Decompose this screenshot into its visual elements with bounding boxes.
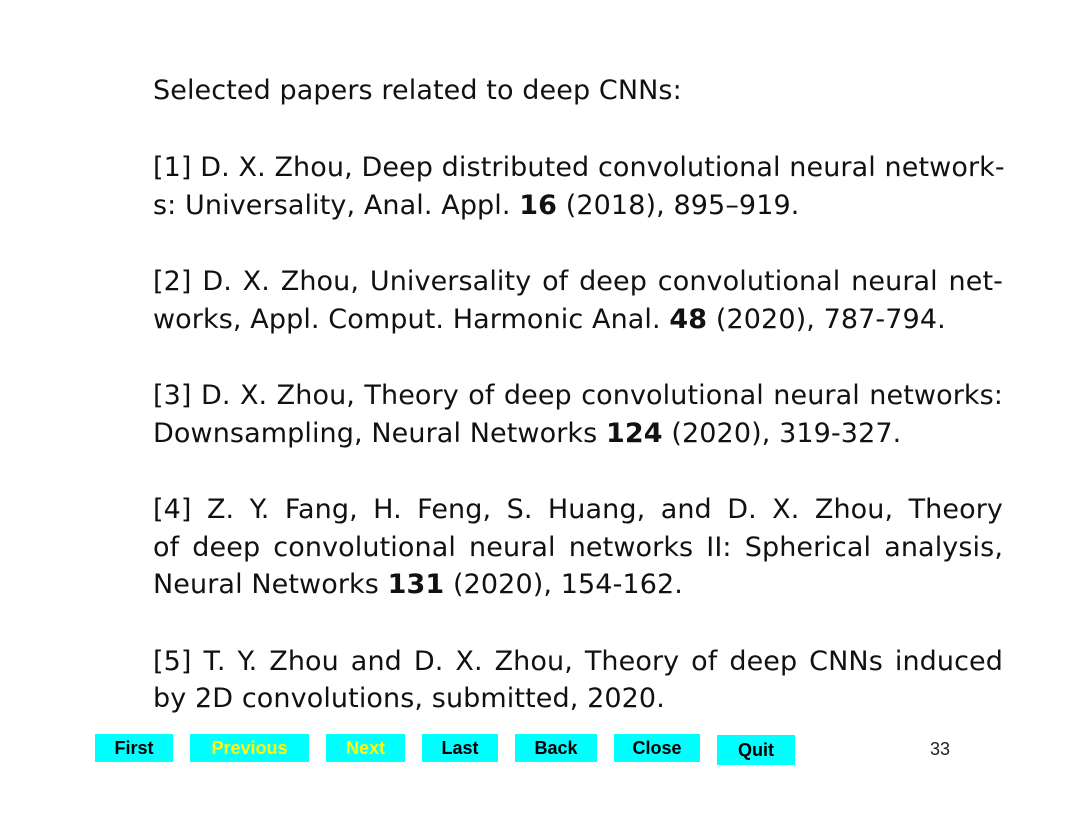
reference-line: [3] D. X. Zhou, Theory of deep convolutional neural networks: [153,380,1003,411]
reference-line [153,187,1003,225]
reference-line [153,415,1003,453]
reference-volume: 124 [606,417,663,449]
reference-text: Downsampling, Neural Networks [153,417,607,449]
reference-line: of deep convolutional neural networks II: Spherical analysis, [153,531,1003,563]
reference-text: (2020), 154-162. [444,569,683,600]
reference-line [153,301,1003,339]
reference-text: (2020), 319-327. [662,417,902,449]
reference-line: [5] T. Y. Zhou and D. X. Zhou, Theory of deep CNNs induced [153,645,1003,677]
reference-text: (2020), 787-794. [707,303,946,335]
slide-intro: Selected papers related to deep CNNs: [153,75,682,106]
reference-line: [4] Z. Y. Fang, H. Feng, S. Huang, and D. X. Zhou, Theory [153,494,1003,525]
back-button[interactable]: Back [515,734,597,762]
reference-volume: 131 [387,569,445,600]
quit-button[interactable]: Quit [717,735,795,765]
reference-text: works, Appl. Comput. Harmonic Anal. [153,303,670,335]
next-button[interactable]: Next [326,734,405,762]
reference-volume: 48 [669,303,708,335]
reference-5 [153,643,1003,718]
reference-line [153,566,1003,604]
navigation-bar [0,734,1080,766]
reference-volume: 16 [519,189,558,221]
reference-line: by 2D convolutions, submitted, 2020. [153,683,665,714]
close-button[interactable]: Close [614,734,700,762]
reference-text: s: Universality, Anal. Appl. [153,189,520,221]
reference-line: [1] D. X. Zhou, Deep distributed convolutional neural network- [153,152,1005,183]
reference-1 [153,149,1003,224]
first-button[interactable]: First [95,734,173,762]
last-button[interactable]: Last [422,734,498,762]
reference-4 [153,491,1003,604]
reference-line: [2] D. X. Zhou, Universality of deep convolutional neural net- [153,266,1003,297]
reference-3 [153,377,1003,452]
previous-button[interactable]: Previous [190,734,309,762]
reference-text: Neural Networks [153,569,388,600]
page-number: 33 [930,739,951,759]
slide-content [153,72,1003,757]
reference-text: (2018), 895–919. [557,189,800,221]
reference-2 [153,263,1003,338]
